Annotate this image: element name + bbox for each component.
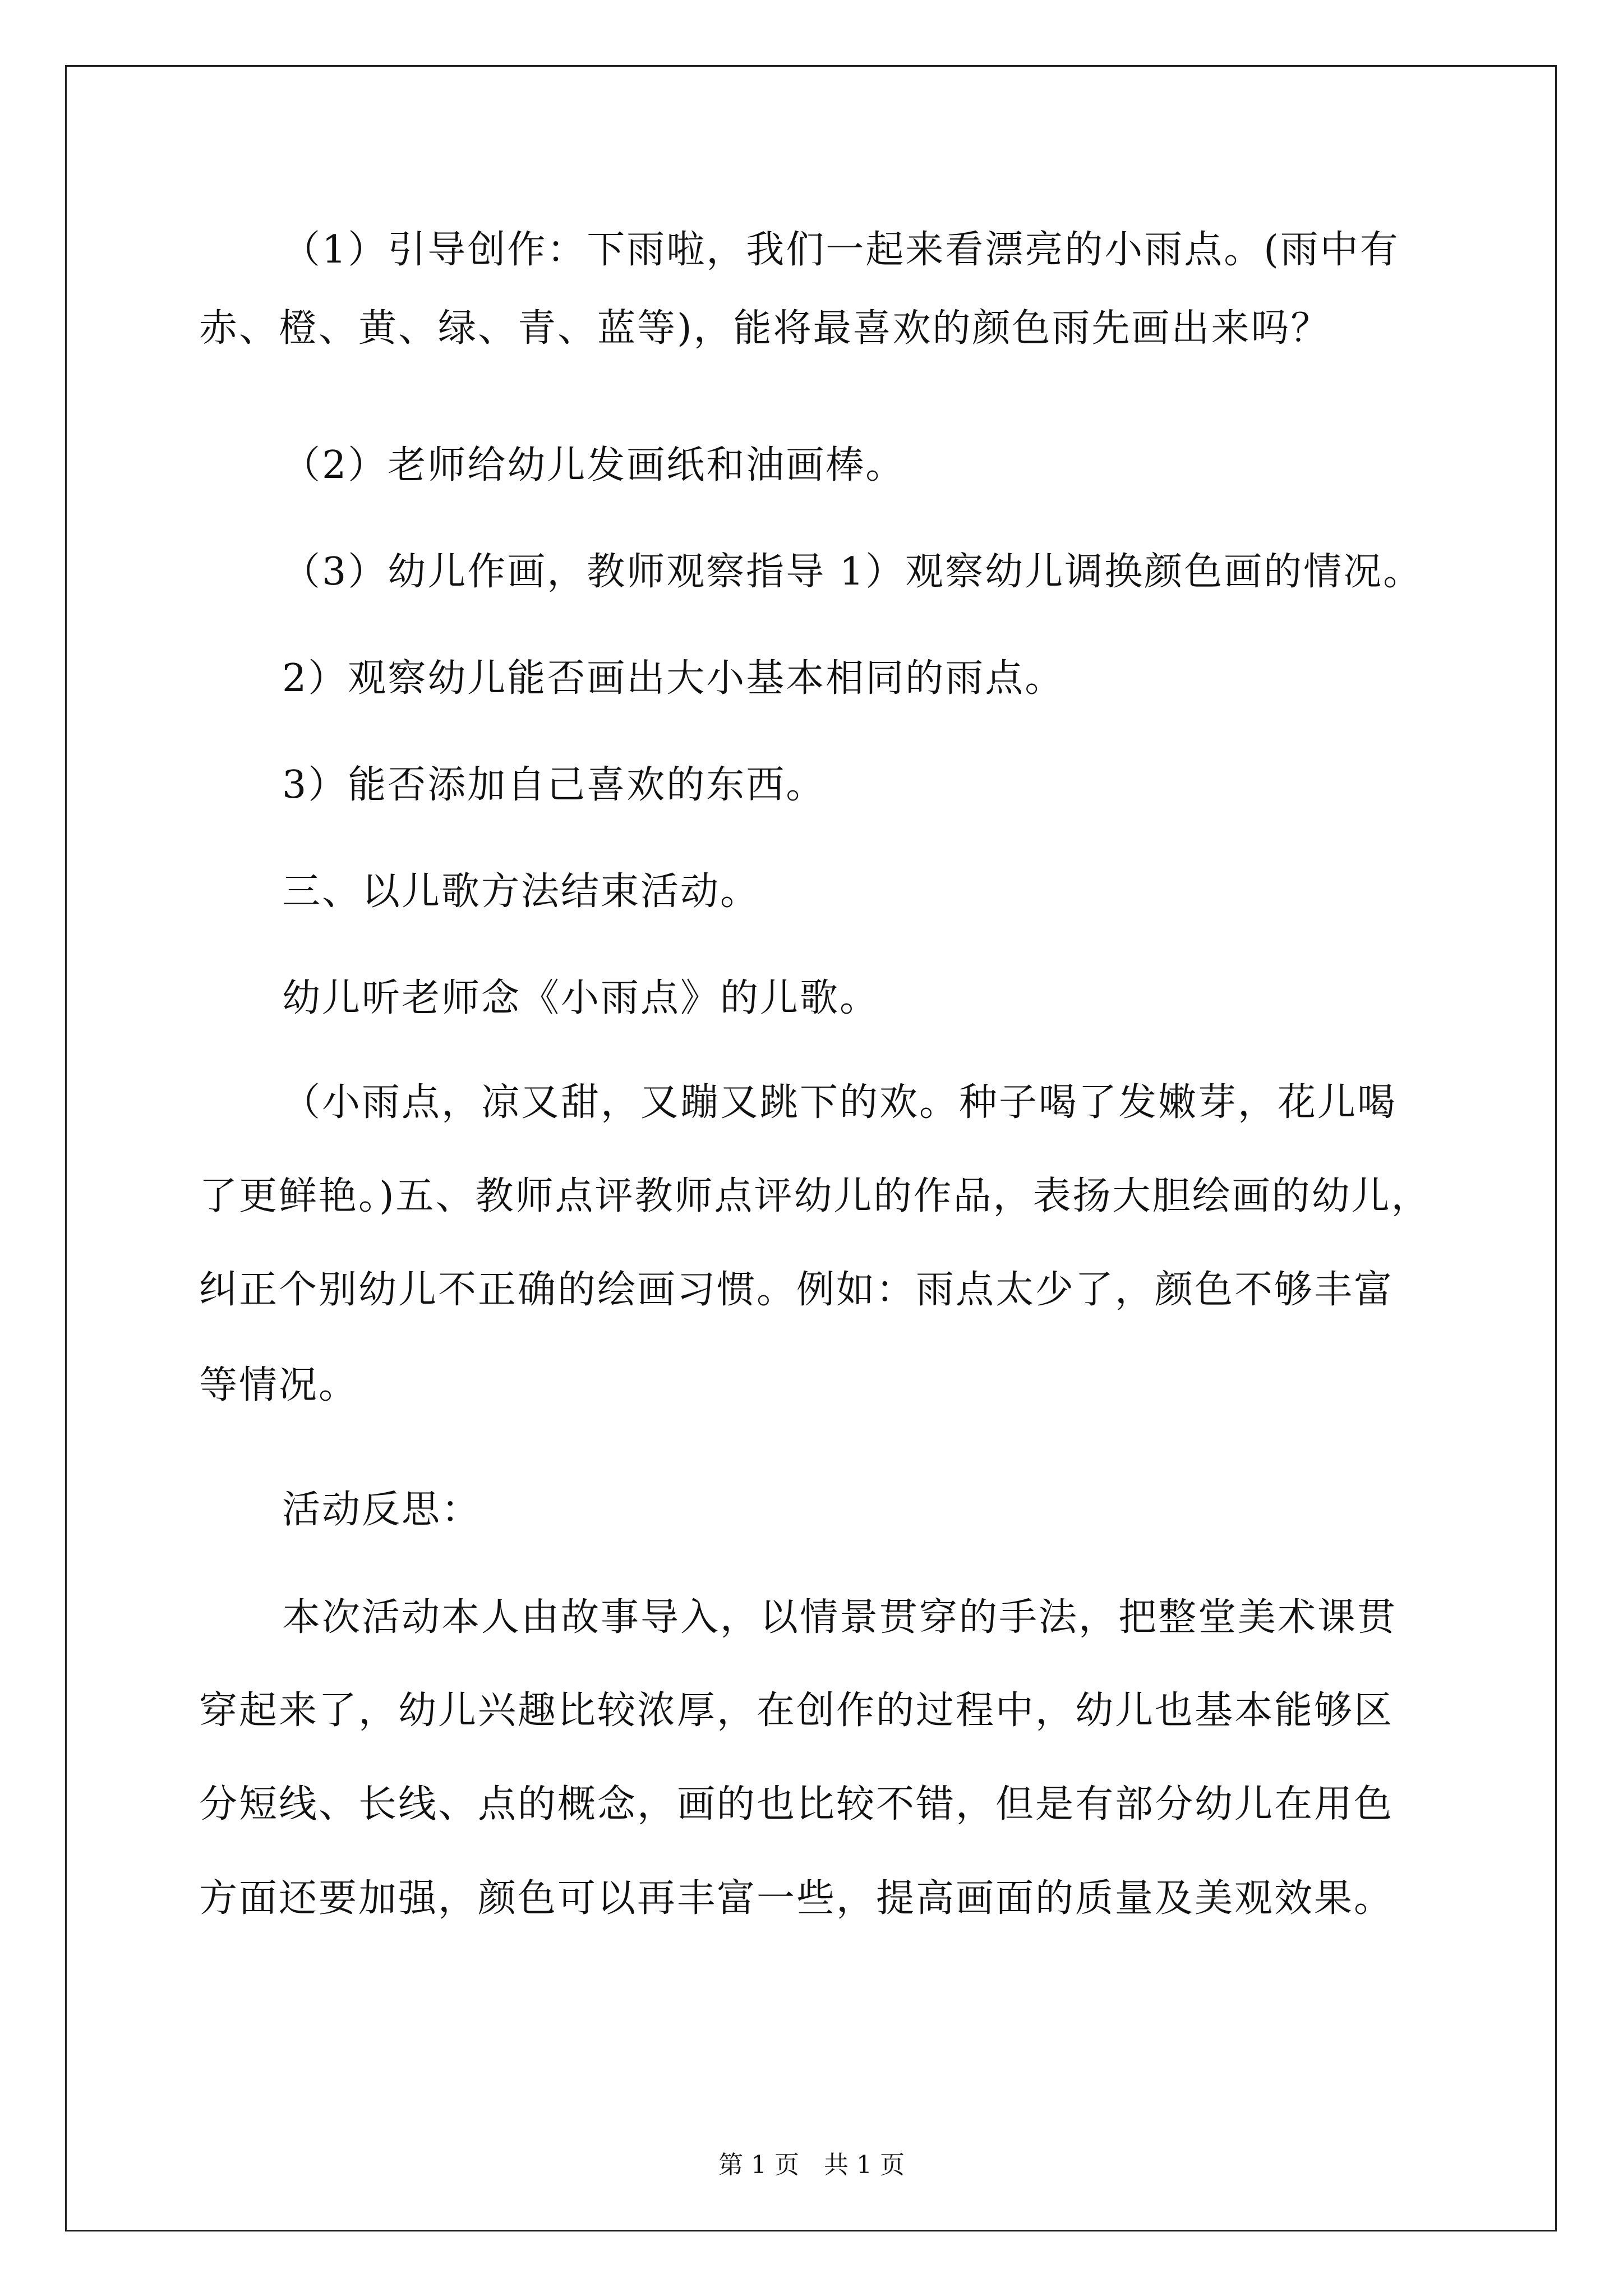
paragraph-line: 等情况。 [199,1363,359,1407]
paragraph-line: 分短线、长线、点的概念，画的也比较不错，但是有部分幼儿在用色 [199,1782,1394,1826]
paragraph-line: 3）能否添加自己喜欢的东西。 [282,763,826,807]
paragraph-line: 了更鲜艳。)五、教师点评教师点评幼儿的作品，表扬大胆绘画的幼儿， [199,1174,1431,1218]
paragraph-line: 赤、橙、黄、绿、青、蓝等)，能将最喜欢的颜色雨先画出来吗？ [199,306,1331,351]
paragraph-line: （2）老师给幼儿发画纸和油画棒。 [282,443,906,487]
page-footer: 第 1 页 共 1 页 [718,2151,905,2179]
paragraph-line: （1）引导创作：下雨啦，我们一起来看漂亮的小雨点。(雨中有 [282,228,1400,272]
paragraph-line: 纠正个别幼儿不正确的绘画习惯。例如：雨点太少了，颜色不够丰富 [199,1268,1394,1312]
paragraph-line: 三、以儿歌方法结束活动。 [282,869,760,914]
paragraph-line: 方面还要加强，颜色可以再丰富一些，提高画面的质量及美观效果。 [199,1876,1394,1921]
paragraph-line: 穿起来了，幼儿兴趣比较浓厚，在创作的过程中，幼儿也基本能够区 [199,1688,1394,1733]
paragraph-line: 活动反思： [282,1488,482,1532]
paragraph-line: （3）幼儿作画，教师观察指导 1）观察幼儿调换颜色画的情况。 [282,550,1423,594]
paragraph-line: 2）观察幼儿能否画出大小基本相同的雨点。 [282,656,1065,701]
paragraph-line: 本次活动本人由故事导入，以情景贯穿的手法，把整堂美术课贯 [282,1595,1398,1640]
paragraph-line: （小雨点，凉又甜，又蹦又跳下的欢。种子喝了发嫩芽，花儿喝 [282,1080,1398,1125]
paragraph-line: 幼儿听老师念《小雨点》的儿歌。 [282,976,880,1020]
